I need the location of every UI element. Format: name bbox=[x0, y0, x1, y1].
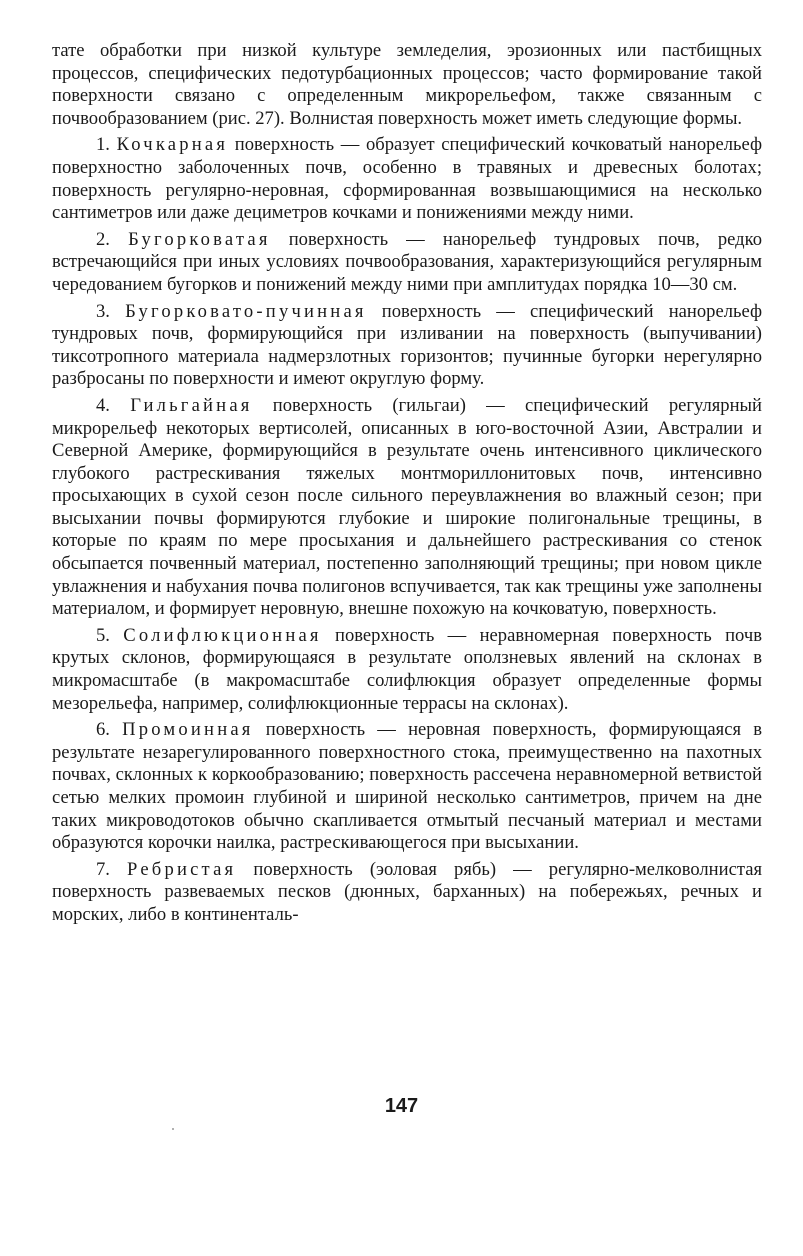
list-item bbox=[52, 134, 762, 224]
item-term: Солифлюкционная bbox=[123, 624, 322, 646]
list-item bbox=[52, 859, 762, 927]
item-number: 1. bbox=[96, 134, 110, 156]
item-text: поверхность (гильгаи) — специфический регулярный микрорельеф некоторых вертисолей, описанных в юго-восточной Азии, Австралии и Северной Америке, формирующийся в результате очень интенсивного циклического глубокого растрескивания тяжелых монтмориллонитовых почв, интенсивно просыхающих в сухой сезон после сильного переувлажнения во влажный сезон; при высыхании почвы формируются глубокие и широкие полигональные трещины, в которые по краям по мере просыхания и дальнейшего растрескивания со стенок обсыпается почвенный материал, постепенно заполняющий трещины; при новом цикле увлажнения и набухания почва полигонов вспучивается, так как трещины уже заполнены материалом, и формирует неровную, внешне похожую на кочковатую, поверхность. bbox=[52, 394, 762, 620]
item-text: поверхность — неравномерная поверхность почв крутых склонов, формирующаяся в результате оползневых явлений на склонах в микромасштабе (в макромасштабе солифлюкция образует определенные формы мезорельефа, например, солифлюкционные террасы на склонах). bbox=[52, 624, 762, 714]
list-item bbox=[52, 229, 762, 297]
scan-speck bbox=[172, 1128, 174, 1130]
list-item bbox=[52, 625, 762, 715]
item-text: поверхность — неровная поверхность, формирующаяся в результате незарегулированного поверхностного стока, преимущественно на пахотных почвах, склонных к коркообразованию; поверхность рассечена неравномерной ветвистой сетью мелких промоин глубиной и шириной несколько сантиметров, причем на дне таких микроводотоков обычно скапливается отмытый песчаный материал и местами образуются корочки наилка, растрескивающегося при высыхании. bbox=[52, 719, 762, 854]
item-term: Промоинная bbox=[122, 719, 254, 741]
item-number: 6. bbox=[96, 719, 110, 741]
intro-paragraph: тате обработки при низкой культуре земледелия, эрозионных или пастбищных процессов, специфических педотурбационных процессов; часто формирование такой поверхности связано с определенным микрорельефом, также связанным с почвообразованием (рис. 27). Волнистая поверхность может иметь следующие формы. bbox=[52, 40, 762, 129]
item-number: 4. bbox=[96, 394, 110, 416]
item-number: 7. bbox=[96, 858, 110, 880]
item-term: Ребристая bbox=[127, 858, 237, 880]
item-number: 3. bbox=[96, 300, 110, 322]
item-number: 2. bbox=[96, 228, 110, 250]
item-text: поверхность — образует специфический кочковатый нанорельеф поверхностно заболоченных почв, особенно в травяных и древесных болотах; поверхность регулярно-неровная, сформированная возвышающимися на несколько сантиметров или даже дециметров кочками и понижениями между ними. bbox=[52, 134, 762, 224]
page-number: 147 bbox=[384, 1095, 419, 1117]
page-body bbox=[52, 40, 762, 927]
item-term: Бугорковатая bbox=[128, 228, 271, 250]
item-term: Гильгайная bbox=[130, 394, 253, 416]
item-term: Бугорковато-пучинная bbox=[125, 300, 367, 322]
item-text: поверхность (эоловая рябь) — регулярно-мелковолнистая поверхность развеваемых песков (дюнных, барханных) на побережьях, речных и морских, либо в континенталь- bbox=[52, 858, 762, 925]
list-item bbox=[52, 301, 762, 391]
item-number: 5. bbox=[96, 624, 110, 646]
list-item bbox=[52, 719, 762, 855]
item-term: Кочкарная bbox=[116, 134, 229, 156]
item-text: поверхность — нанорельеф тундровых почв, редко встречающийся при иных условиях почвообразования, характеризующийся регулярным чередованием бугорков и понижений между ними при амплитудах порядка 10—30 см. bbox=[52, 228, 762, 295]
list-item bbox=[52, 395, 762, 621]
item-text: поверхность — специфический нанорельеф тундровых почв, формирующийся при изливании на поверхность (выпучивании) тиксотропного материала надмерзлотных горизонтов; пучинные бугорки нерегулярно разбросаны по поверхности и имеют округлую форму. bbox=[52, 300, 762, 390]
